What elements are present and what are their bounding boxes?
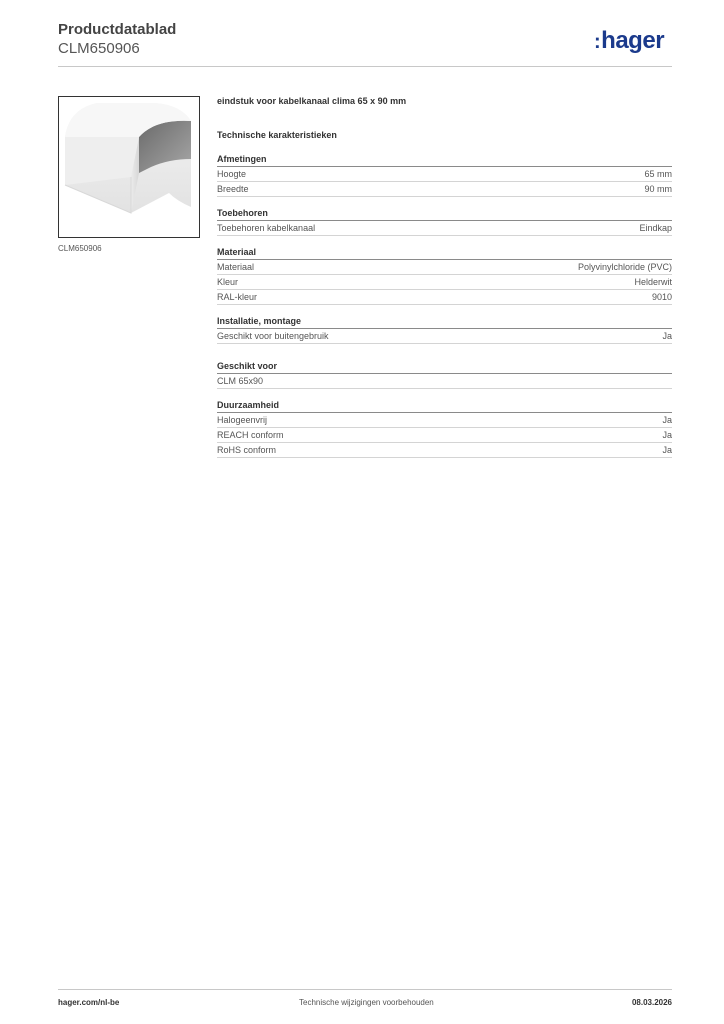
section-title: Materiaal xyxy=(217,246,672,260)
product-description: eindstuk voor kabelkanaal clima 65 x 90 mm xyxy=(217,96,407,106)
spec-row xyxy=(217,167,672,182)
section-afmetingen xyxy=(217,153,672,197)
spec-value: 9010 xyxy=(651,292,672,302)
document-header xyxy=(58,21,176,58)
end-cap-illustration-icon xyxy=(59,97,199,237)
footer-website-link[interactable]: hager.com/nl-be xyxy=(58,998,120,1007)
spec-row xyxy=(217,413,672,428)
section-title: Installatie, montage xyxy=(217,315,672,329)
tech-characteristics-title: Technische karakteristieken xyxy=(217,130,337,140)
spec-label: Halogeenvrij xyxy=(217,415,268,425)
page-title: Productdatablad xyxy=(58,21,177,38)
spec-label: Kleur xyxy=(217,277,239,287)
spec-value: Ja xyxy=(662,445,672,455)
spec-value: 65 mm xyxy=(644,169,672,179)
section-title: Geschikt voor xyxy=(217,360,672,374)
spec-label: Breedte xyxy=(217,184,249,194)
section-installatie xyxy=(217,315,672,344)
spec-row xyxy=(217,443,672,458)
section-duurzaamheid xyxy=(217,399,672,458)
spec-content xyxy=(217,95,672,468)
section-toebehoren xyxy=(217,207,672,236)
logo-text: hager xyxy=(601,27,665,54)
spec-value: Helderwit xyxy=(634,277,672,287)
spec-label: RAL-kleur xyxy=(217,292,258,302)
product-image xyxy=(58,96,200,238)
spec-row xyxy=(217,221,672,236)
spec-label: Geschikt voor buitengebruik xyxy=(217,331,329,341)
spec-value: 90 mm xyxy=(644,184,672,194)
spec-label: CLM 65x90 xyxy=(217,376,264,386)
product-code: CLM650906 xyxy=(58,40,140,57)
spec-row xyxy=(217,275,672,290)
spec-value: Ja xyxy=(662,331,672,341)
section-title: Duurzaamheid xyxy=(217,399,672,413)
footer-divider xyxy=(58,989,672,990)
footer-date: 08.03.2026 xyxy=(631,998,672,1007)
section-title: Afmetingen xyxy=(217,153,672,167)
spec-label: RoHS conform xyxy=(217,445,277,455)
hager-logo xyxy=(594,28,664,55)
spec-value: Ja xyxy=(662,430,672,440)
spec-label: Hoogte xyxy=(217,169,247,179)
logo-dots-icon: : xyxy=(594,31,601,53)
spec-row xyxy=(217,428,672,443)
spec-label: Materiaal xyxy=(217,262,255,272)
spec-label: REACH conform xyxy=(217,430,284,440)
spec-row xyxy=(217,182,672,197)
section-materiaal xyxy=(217,246,672,305)
spec-row xyxy=(217,290,672,305)
spec-row xyxy=(217,329,672,344)
header-divider xyxy=(58,66,672,67)
section-title: Toebehoren xyxy=(217,207,672,221)
spec-row xyxy=(217,374,672,389)
spec-value: Eindkap xyxy=(639,223,672,233)
section-geschikt-voor xyxy=(217,360,672,389)
spec-value: Polyvinylchloride (PVC) xyxy=(577,262,672,272)
spec-row xyxy=(217,260,672,275)
image-caption: CLM650906 xyxy=(58,244,102,253)
footer-notice: Technische wijzigingen voorbehouden xyxy=(299,998,434,1007)
spec-label: Toebehoren kabelkanaal xyxy=(217,223,316,233)
spec-value: Ja xyxy=(662,415,672,425)
